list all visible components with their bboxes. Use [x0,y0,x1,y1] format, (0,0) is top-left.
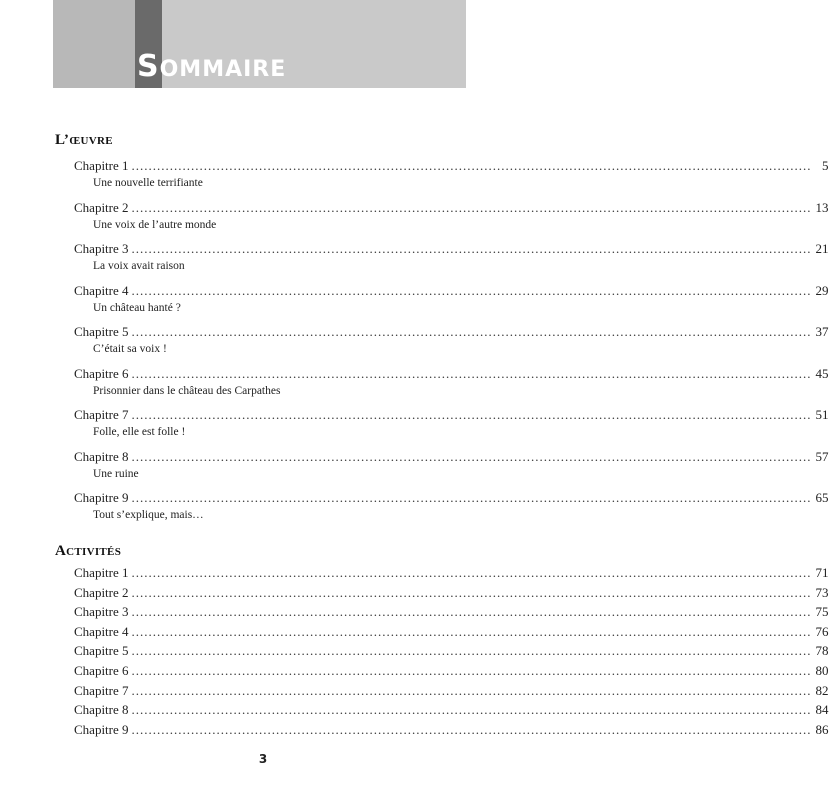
toc-entry-subtitle: Une voix de l’autre monde [93,218,217,231]
toc-leader-dots: ................................................................................................................................................................ [131,702,812,718]
toc-entry-page: 75 [815,604,829,620]
toc-entry-page: 78 [815,643,829,659]
toc-entry[interactable] [74,643,829,659]
toc-entry[interactable] [74,721,829,738]
toc-entry[interactable] [74,663,829,679]
toc-leader-dots: ................................................................................................................................................................ [131,584,812,600]
toc-entry[interactable] [74,407,829,423]
toc-leader-dots: ................................................................................................................................................................ [131,282,812,298]
toc-entry-label: Chapitre 2 [74,199,129,215]
toc-entry-label: Chapitre 2 [74,584,129,600]
toc-entry-page: 71 [815,565,829,580]
section-title-oeuvre: L’œuvre [55,132,113,148]
toc-entry-label: Chapitre 7 [74,682,129,698]
toc-entry-label: Chapitre 6 [74,663,129,678]
toc-entry-page: 86 [815,721,829,737]
toc-entry-label: Chapitre 9 [74,490,129,505]
toc-entry-subtitle: C’était sa voix ! [93,343,167,355]
toc-entry[interactable] [74,584,829,601]
toc-entry-page: 51 [815,407,829,422]
toc-leader-dots: ................................................................................................................................................................ [131,324,812,339]
toc-entry-page: 84 [815,702,829,718]
toc-entry-label: Chapitre 5 [74,643,129,659]
toc-entry[interactable] [74,565,829,581]
toc-leader-dots: ................................................................................................................................................................ [131,241,812,256]
toc-entry[interactable] [74,158,829,174]
toc-entry-label: Chapitre 5 [74,324,129,339]
toc-leader-dots: ................................................................................................................................................................ [131,448,812,464]
toc-entry[interactable] [74,623,829,640]
toc-entry-label: Chapitre 8 [74,702,129,718]
toc-entry-subtitle: La voix avait raison [93,260,185,272]
toc-entry[interactable] [74,241,829,257]
toc-entry-page: 76 [815,623,829,639]
toc-entry-page: 57 [815,448,829,464]
toc-entry-page: 73 [815,584,829,600]
title-initial: S [137,49,160,84]
toc-entry[interactable] [74,324,829,340]
toc-entry-page: 80 [815,663,829,678]
toc-entry-label: Chapitre 4 [74,623,129,639]
toc-leader-dots: ................................................................................................................................................................ [131,623,812,639]
toc-entry-label: Chapitre 3 [74,241,129,256]
toc-entry[interactable] [74,365,829,382]
toc-leader-dots: ................................................................................................................................................................ [131,721,812,737]
toc-entry-subtitle: Folle, elle est folle ! [93,426,186,438]
toc-entry-subtitle: Une nouvelle terrifiante [93,177,203,189]
toc-entry[interactable] [74,682,829,699]
toc-entry-label: Chapitre 8 [74,448,129,464]
toc-entry-label: Chapitre 1 [74,158,129,173]
toc-entry-subtitle: Un château hanté ? [93,301,181,314]
toc-leader-dots: ................................................................................................................................................................ [131,682,812,698]
toc-leader-dots: ................................................................................................................................................................ [131,604,812,620]
toc-leader-dots: ................................................................................................................................................................ [131,663,812,678]
toc-leader-dots: ................................................................................................................................................................ [131,199,812,215]
page-number: 3 [258,752,268,766]
toc-entry[interactable] [74,490,829,506]
toc-entry[interactable] [74,199,829,216]
toc-entry-label: Chapitre 7 [74,407,129,422]
toc-entry-label: Chapitre 1 [74,565,129,580]
toc-entry-label: Chapitre 4 [74,282,129,298]
toc-entry-subtitle: Prisonnier dans le château des Carpathes [93,384,281,397]
toc-entry[interactable] [74,604,829,620]
toc-entry-page: 21 [815,241,829,256]
header-accent-bar [53,0,135,88]
toc-entry-page: 82 [815,682,829,698]
toc-entry-label: Chapitre 6 [74,365,129,381]
toc-entry-page: 65 [815,490,829,505]
toc-entry[interactable] [74,702,829,718]
toc-entry-subtitle: Tout s’explique, mais… [93,509,204,521]
title-rest: OMMAIRE [159,57,287,82]
toc-entry-page: 5 [822,158,829,173]
toc-leader-dots: ................................................................................................................................................................ [131,365,812,381]
toc-entry-subtitle: Une ruine [93,467,139,480]
toc-entry[interactable] [74,448,829,465]
toc-entry-page: 45 [815,365,829,381]
toc-leader-dots: ................................................................................................................................................................ [131,158,812,173]
toc-entry[interactable] [74,282,829,299]
toc-entry-label: Chapitre 3 [74,604,129,620]
toc-entry-page: 13 [815,199,829,215]
toc-leader-dots: ................................................................................................................................................................ [131,643,812,659]
toc-entry-label: Chapitre 9 [74,721,129,737]
toc-leader-dots: ................................................................................................................................................................ [131,407,812,422]
toc-leader-dots: ................................................................................................................................................................ [131,490,812,505]
toc-entry-page: 29 [815,282,829,298]
page-title [137,49,286,84]
toc-leader-dots: ................................................................................................................................................................ [131,565,812,580]
section-title-activites: Activités [55,543,122,559]
toc-entry-page: 37 [815,324,829,339]
